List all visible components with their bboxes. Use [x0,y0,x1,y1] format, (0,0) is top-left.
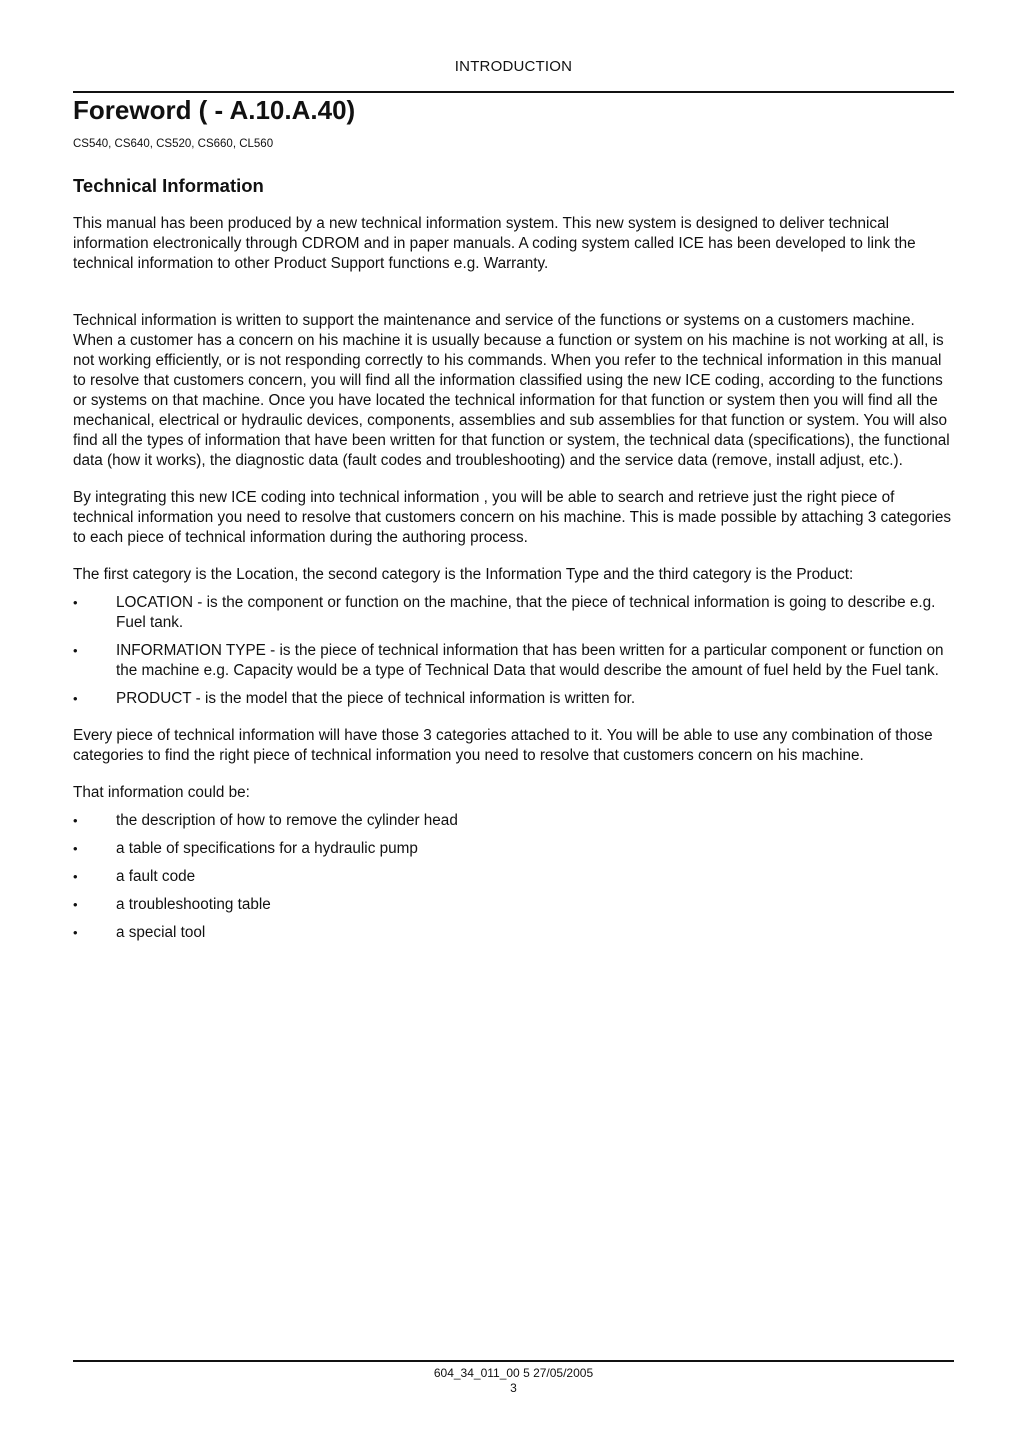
list-item [73,689,957,709]
manual-page [73,0,954,1449]
bullet-icon: • [73,643,78,658]
page-number: 3 [510,1381,517,1395]
bullet-icon: • [73,897,78,912]
example-list [73,811,957,943]
paragraph-ice-coding: By integrating this new ICE coding into technical information , you will be able to search and retrieve just the right piece of technical information you need to resolve that customers concern on his machine. This is made possible by attaching 3 categories to each piece of technical information during the authoring process. [73,489,952,546]
paragraph-intro: This manual has been produced by a new technical information system. This new system is designed to deliver technical information electronically through CDROM and in paper manuals. A coding system called ICE has been developed to link the technical information to other Product Support functions e.g. Warranty. [73,215,916,272]
list-item [73,839,957,859]
paragraph-purpose: Technical information is written to support the maintenance and service of the functions or systems on a customers machine. When a customer has a concern on his machine it is usually because a function or system on his machine is not working at all, is not working efficiently, or is not responding correctly to his commands. When you refer to the technical information in this manual to resolve that customers concern, you will find all the information classified using the new ICE coding, according to the functions or systems on that machine. Once you have located the technical information for that function or system then you will find all the mechanical, electrical or hydraulic devices, components, assemblies and sub assemblies for that function or system. You will also find all the types of information that have been written for that function or system, the technical data (specifications), the functional data (how it works), the diagnostic data (fault codes and troubleshooting) and the service data (remove, install adjust, etc.). [73,312,950,469]
bullet-icon: • [73,869,78,884]
paragraph-categories: The first category is the Location, the second category is the Information Type and the third category is the Product: [73,566,854,583]
category-list [73,593,957,709]
list-item-text: LOCATION - is the component or function on the machine, that the piece of technical information is going to describe e.g. Fuel tank. [116,594,936,631]
list-item [73,811,957,831]
list-item [73,895,957,915]
bullet-icon: • [73,595,78,610]
list-item-text: a special tool [116,924,206,941]
list-item [73,641,957,681]
list-item-text: a troubleshooting table [116,896,271,913]
list-item-text: a table of specifications for a hydraulic pump [116,840,418,857]
list-item [73,593,957,633]
bullet-icon: • [73,691,78,706]
list-item [73,923,957,943]
section-heading: Technical Information [73,175,264,196]
bullet-icon: • [73,841,78,856]
model-list: CS540, CS640, CS520, CS660, CL560 [73,138,274,150]
document-reference: 604_34_011_00 5 27/05/2005 [433,1366,594,1380]
bullet-icon: • [73,925,78,940]
paragraph-examples-intro: That information could be: [73,784,250,801]
bullet-icon: • [73,813,78,828]
page-footer [73,1366,954,1396]
paragraph-combination: Every piece of technical information will have those 3 categories attached to it. You will be able to use any combination of those categories to find the right piece of technical information you need to resolve that customers concern on his machine. [73,727,933,764]
list-item [73,867,957,887]
list-item-text: the description of how to remove the cylinder head [116,812,458,829]
footer-rule [73,1360,954,1362]
list-item-text: INFORMATION TYPE - is the piece of technical information that has been written for a particular component or function on the machine e.g. Capacity would be a type of Technical Data that would describe the amount of fuel held by the Fuel tank. [116,642,944,679]
list-item-text: PRODUCT - is the model that the piece of technical information is written for. [116,690,636,707]
list-item-text: a fault code [116,868,196,885]
running-header: INTRODUCTION [454,58,573,75]
body-text [73,214,957,960]
page-title: Foreword ( - A.10.A.40) [73,95,356,125]
